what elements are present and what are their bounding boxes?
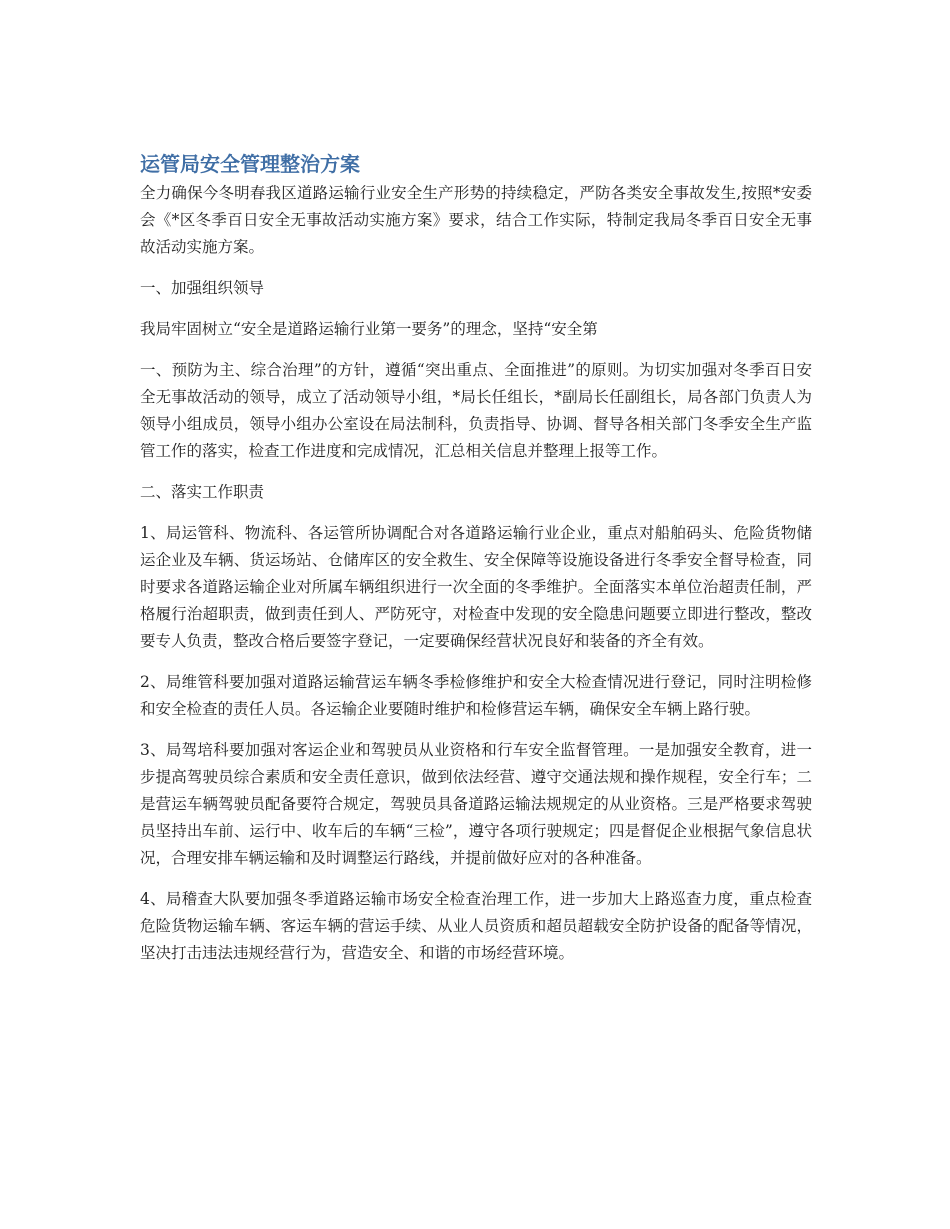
body-paragraph: 我局牢固树立“安全是道路运输行业第一要务”的理念，坚持“安全第 xyxy=(140,320,598,338)
body-paragraph: 一、预防为主、综合治理”的方针，遵循“突出重点、全面推进”的原则。为切实加强对冬季百日安全无事故活动的领导，成立了活动领导小组，*局长任组长，*副局长任副组长，局各部门负责人为领导小组成员，领导小组办公室设在局法制科，负责指导、协调、督导各相关部门冬季安全生产监管工作的落实，检查工作进度和完成情况，汇总相关信息并整理上报等工作。 xyxy=(140,361,812,460)
body-paragraph: 3、局驾培科要加强对客运企业和驾驶员从业资格和行车安全监督管理。一是加强安全教育，进一步提高驾驶员综合素质和安全责任意识，做到依法经营、遵守交通法规和操作规程，安全行车；二是营运车辆驾驶员配备要符合规定，驾驶员具备道路运输法规规定的从业资格。三是严格要求驾驶员坚持出车前、运行中、收车后的车辆“三检”，遵守各项行驶规定；四是督促企业根据气象信息状况，合理安排车辆运输和及时调整运行路线，并提前做好应对的各种准备。 xyxy=(140,741,812,867)
body-paragraph: 2、局维管科要加强对道路运输营运车辆冬季检修维护和安全大检查情况进行登记，同时注明检修和安全检查的责任人员。各运输企业要随时维护和检修营运车辆，确保安全车辆上路行驶。 xyxy=(140,673,812,718)
document-page xyxy=(140,150,812,981)
intro-paragraph: 全力确保今冬明春我区道路运输行业安全生产形势的持续稳定，严防各类安全事故发生,按照*安委会《*区冬季百日安全无事故活动实施方案》要求，结合工作实际，特制定我局冬季百日安全无事故活动实施方案。 xyxy=(140,184,812,256)
document-title: 运管局安全管理整治方案 xyxy=(140,152,360,176)
section-heading-1: 一、加强组织领导 xyxy=(140,279,265,297)
body-paragraph: 4、局稽查大队要加强冬季道路运输市场安全检查治理工作，进一步加大上路巡查力度，重点检查危险货物运输车辆、客运车辆的营运手续、从业人员资质和超员超载安全防护设备的配备等情况，坚决打击违法违规经营行为，营造安全、和谐的市场经营环境。 xyxy=(140,890,812,962)
section-heading-2: 二、落实工作职责 xyxy=(140,483,265,501)
body-paragraph: 1、局运管科、物流科、各运管所协调配合对各道路运输行业企业，重点对船舶码头、危险货物储运企业及车辆、货运场站、仓储库区的安全救生、安全保障等设施设备进行冬季安全督导检查，同时要求各道路运输企业对所属车辆组织进行一次全面的冬季维护。全面落实本单位治超责任制，严格履行治超职责，做到责任到人、严防死守，对检查中发现的安全隐患问题要立即进行整改，整改要专人负责，整改合格后要签字登记，一定要确保经营状况良好和装备的齐全有效。 xyxy=(140,524,812,650)
